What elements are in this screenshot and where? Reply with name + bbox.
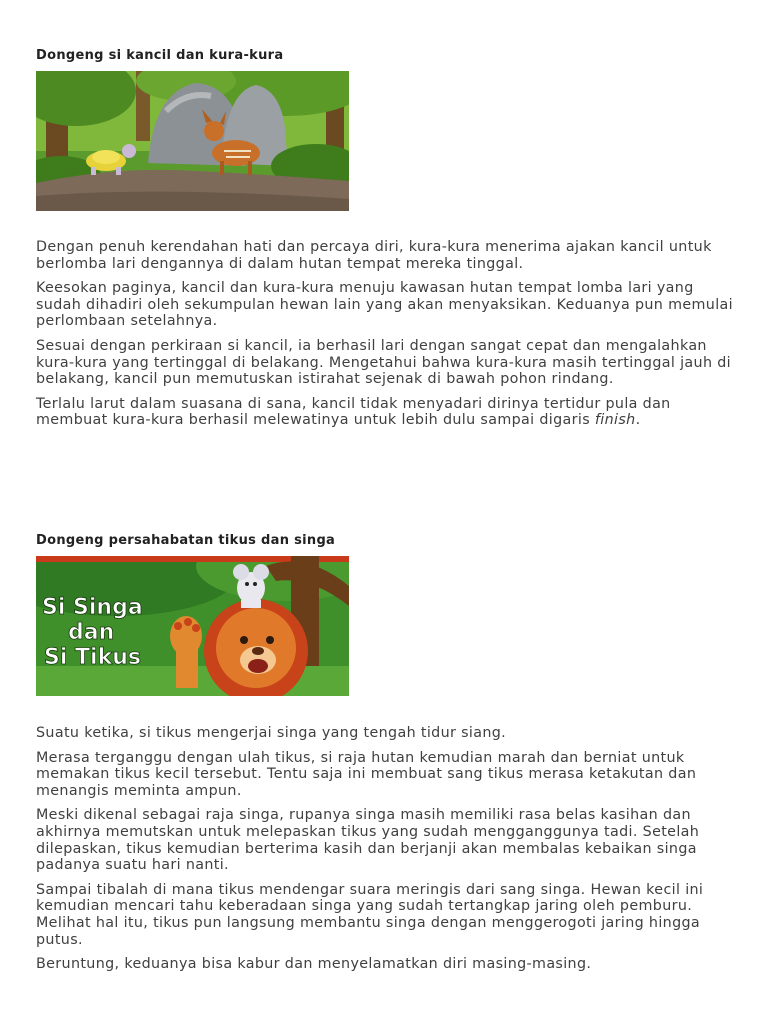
section-body-kancil bbox=[36, 239, 736, 437]
paragraph: Merasa terganggu dengan ulah tikus, si raja hutan kemudian marah dan berniat untuk memakan tikus kecil tersebut. Tentu saja ini membuat sang tikus merasa ketakutan dan menangis meminta ampun. bbox=[36, 749, 697, 799]
italic-word: finish bbox=[594, 412, 636, 429]
paragraph-end: . bbox=[635, 412, 641, 429]
section-title-singa: Dongeng persahabatan tikus dan singa bbox=[36, 533, 336, 548]
section-body-singa bbox=[36, 725, 736, 981]
paragraph: Sesuai dengan perkiraan si kancil, ia berhasil lari dengan sangat cepat dan mengalahkan kura-kura yang tertinggal di belakang. Mengetahui bahwa kura-kura masih tertinggal jauh di belakang, kancil pun memutuskan istirahat sejenak di bawah pohon rindang. bbox=[36, 337, 731, 388]
image-title-line1: Si Singa bbox=[42, 595, 143, 620]
image-title-line3: Si Tikus bbox=[44, 645, 141, 670]
paragraph: Sampai tibalah di mana tikus mendengar suara meringis dari sang singa. Hewan kecil ini kemudian mencari tahu keberadaan singa yang sudah tertangkap jaring oleh pemburu. Melihat hal itu, tikus pun langsung membantu singa dengan menggerogoti jaring hingga putus. bbox=[36, 881, 704, 948]
kancil-kura-kura-illustration bbox=[36, 71, 349, 211]
paragraph bbox=[36, 396, 736, 429]
image-title-line2: dan bbox=[68, 620, 115, 645]
paragraph-text: Terlalu larut dalam suasana di sana, kancil tidak menyadari dirinya tertidur pula dan membuat kura-kura berhasil melewatinya untuk lebih dulu sampai digaris bbox=[36, 395, 671, 429]
paragraph: Meski dikenal sebagai raja singa, rupanya singa masih memiliki rasa belas kasihan dan akhirnya memutskan untuk melepaskan tikus yang sudah mengganggunya tadi. Setelah dilepaskan, tikus kemudian berterima kasih dan berjanji akan membalas kebaikan singa padanya suatu hari nanti. bbox=[36, 807, 700, 874]
paragraph: Dengan penuh kerendahan hati dan percaya diri, kura-kura menerima ajakan kancil untuk berlomba lari dengannya di dalam hutan tempat mereka tinggal. bbox=[36, 239, 712, 272]
section-title-kancil: Dongeng si kancil dan kura-kura bbox=[36, 48, 284, 63]
singa-tikus-illustration bbox=[36, 556, 349, 696]
paragraph: Beruntung, keduanya bisa kabur dan menyelamatkan diri masing-masing. bbox=[36, 956, 592, 973]
paragraph: Keesokan paginya, kancil dan kura-kura menuju kawasan hutan tempat lomba lari yang sudah dihadiri oleh sekumpulan hewan lain yang akan menyaksikan. Keduanya pun memulai perlombaan setelahnya. bbox=[36, 280, 733, 330]
paragraph: Suatu ketika, si tikus mengerjai singa yang tengah tidur siang. bbox=[36, 725, 507, 741]
